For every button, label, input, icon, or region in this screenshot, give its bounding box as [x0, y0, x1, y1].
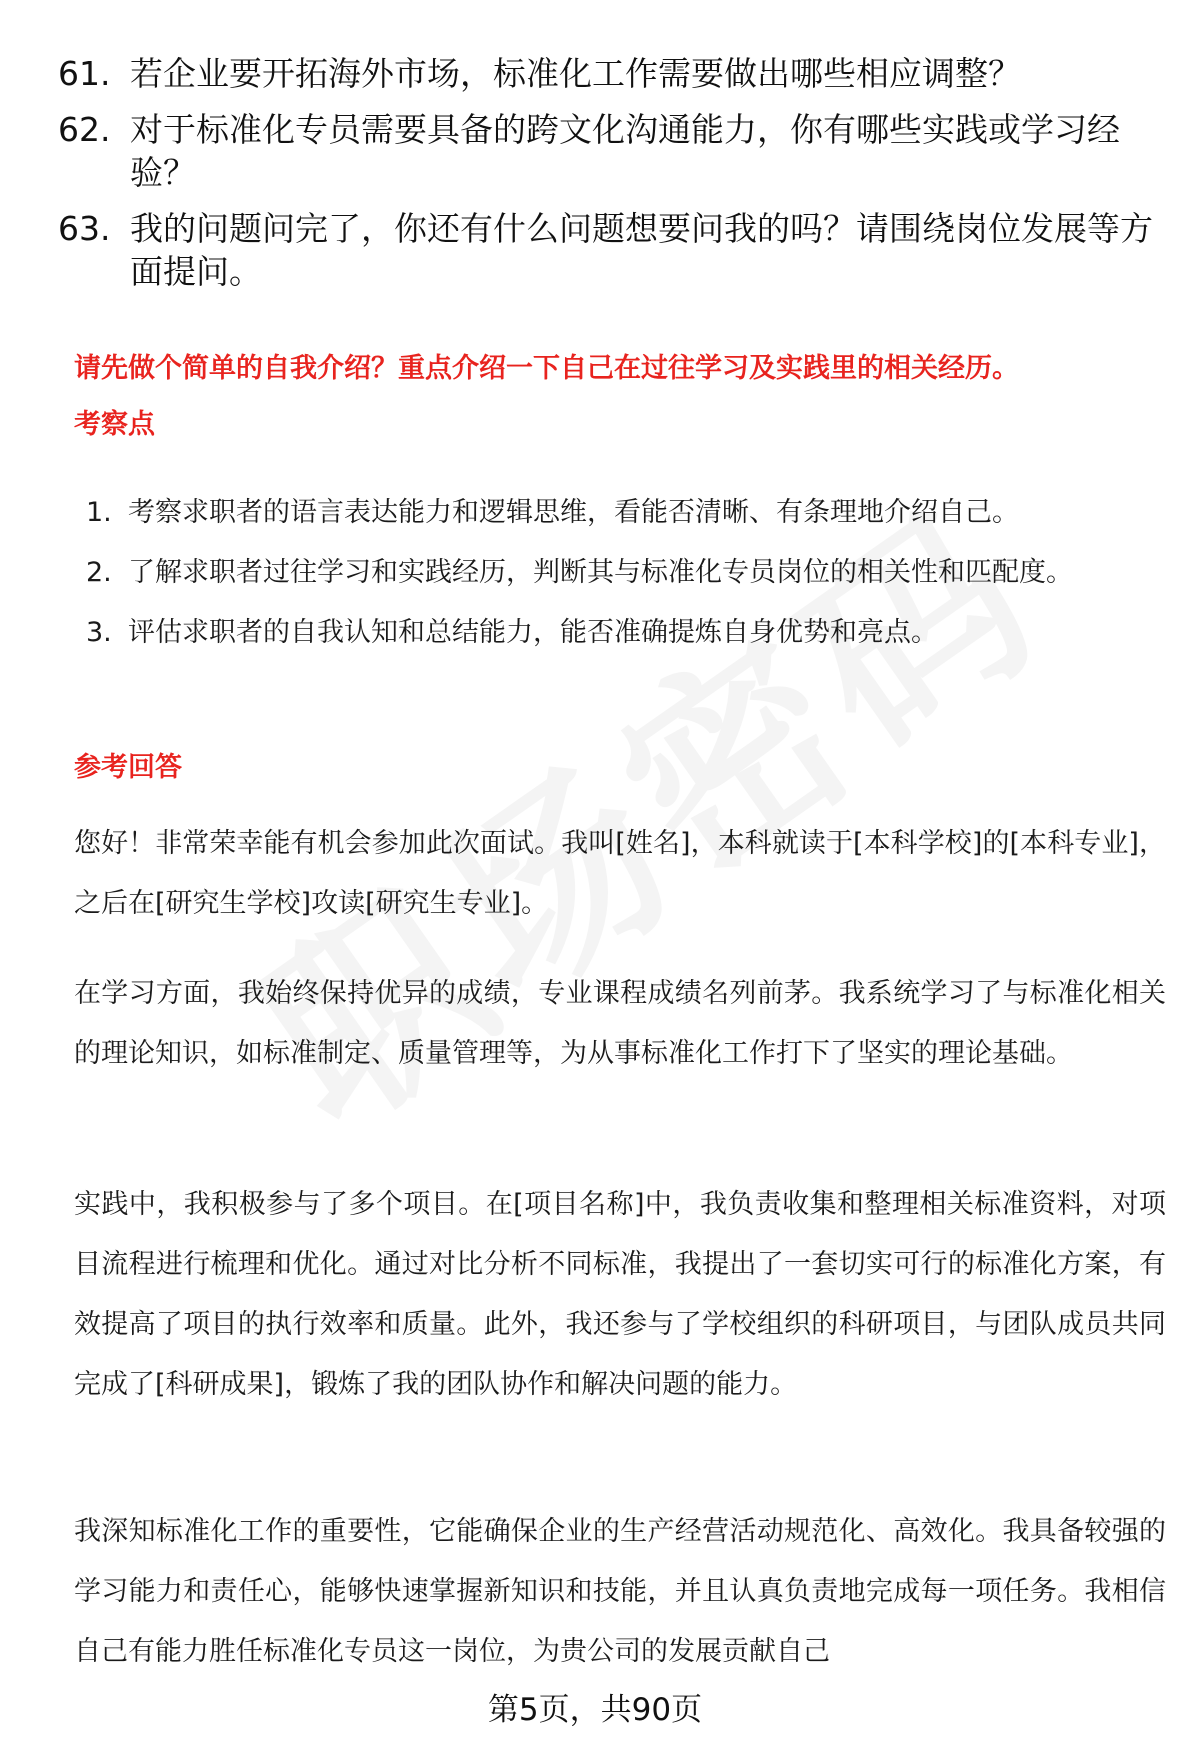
point-item-1: [86, 483, 1166, 543]
point-number: 1.: [86, 497, 112, 528]
interview-question-heading: 请先做个简单的自我介绍？重点介绍一下自己在过往学习及实践里的相关经历。: [74, 353, 1019, 384]
point-number: 2.: [86, 557, 112, 588]
question-text: 我的问题问完了，你还有什么问题想要问我的吗？请围绕岗位发展等方面提问。: [130, 209, 1153, 291]
answer-paragraph-2: 在学习方面，我始终保持优异的成绩，专业课程成绩名列前茅。我系统学习了与标准化相关的理论知识，如标准制定、质量管理等，为从事标准化工作打下了坚实的理论基础。: [74, 978, 1166, 1069]
question-number: 62.: [58, 110, 111, 149]
points-heading: 考察点: [74, 409, 155, 440]
question-text: 若企业要开拓海外市场，标准化工作需要做出哪些相应调整？: [130, 54, 1021, 93]
answer-paragraph-1: 您好！非常荣幸能有机会参加此次面试。我叫[姓名]，本科就读于[本科学校]的[本科专业]，之后在[研究生学校]攻读[研究生专业]。: [74, 828, 1166, 919]
point-text: 评估求职者的自我认知和总结能力，能否准确提炼自身优势和亮点。: [128, 617, 938, 648]
point-item-3: [86, 603, 1166, 663]
point-text: 了解求职者过往学习和实践经历，判断其与标准化专员岗位的相关性和匹配度。: [128, 557, 1073, 588]
question-text: 对于标准化专员需要具备的跨文化沟通能力，你有哪些实践或学习经验？: [130, 110, 1120, 192]
question-item-61: [58, 52, 1158, 95]
point-number: 3.: [86, 617, 112, 648]
points-list: [86, 483, 1166, 663]
point-item-2: [86, 543, 1166, 603]
point-text: 考察求职者的语言表达能力和逻辑思维，看能否清晰、有条理地介绍自己。: [128, 497, 1019, 528]
page-footer: 第5页，共90页: [487, 1692, 703, 1728]
question-number: 61.: [58, 54, 111, 93]
question-number: 63.: [58, 209, 111, 248]
answer-heading: 参考回答: [74, 752, 182, 783]
question-item-62: [58, 108, 1158, 194]
answer-paragraph-3: 实践中，我积极参与了多个项目。在[项目名称]中，我负责收集和整理相关标准资料，对项目流程进行梳理和优化。通过对比分析不同标准，我提出了一套切实可行的标准化方案，有效提高了项目的执行效率和质量。此外，我还参与了学校组织的科研项目，与团队成员共同完成了[科研成果]，锻炼了我的团队协作和解决问题的能力。: [74, 1189, 1166, 1400]
question-list: [58, 52, 1158, 306]
question-item-63: [58, 207, 1158, 293]
answer-paragraph-4: 我深知标准化工作的重要性，它能确保企业的生产经营活动规范化、高效化。我具备较强的学习能力和责任心，能够快速掌握新知识和技能，并且认真负责地完成每一项任务。我相信自己有能力胜任标准化专员这一岗位，为贵公司的发展贡献自己: [74, 1516, 1166, 1667]
